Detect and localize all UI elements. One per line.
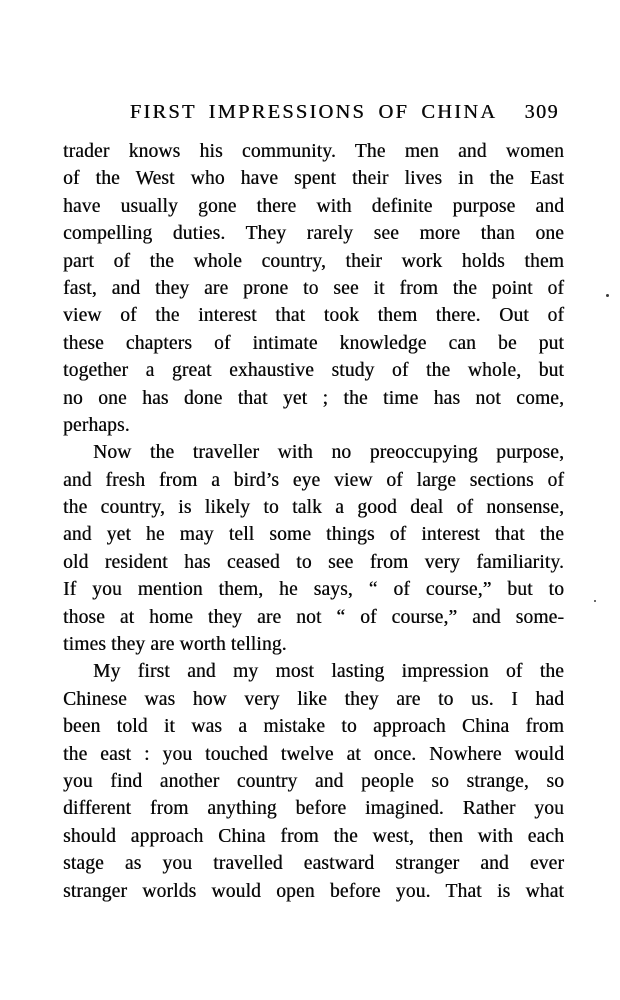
text-line: My first and my most lasting impression of the bbox=[93, 661, 564, 683]
text-line: fast, and they are prone to see it from the point of bbox=[63, 277, 564, 299]
scan-artifact bbox=[606, 294, 609, 297]
text-line: old resident has ceased to see from very familiarity. bbox=[63, 551, 564, 573]
text-line: together a great exhaustive study of the whole, but bbox=[63, 360, 564, 382]
text-line: trader knows his community. The men and women bbox=[63, 141, 564, 162]
page-number: 309 bbox=[524, 101, 559, 123]
text-line: Chinese was how very like they are to us. I had bbox=[63, 688, 564, 710]
text-line: these chapters of intimate knowledge can be put bbox=[63, 332, 564, 354]
text-line: different from anything before imagined. Rather you bbox=[63, 798, 564, 820]
text-line: and fresh from a bird’s eye view of large sections of bbox=[63, 469, 564, 491]
paragraph bbox=[63, 138, 564, 439]
text-line: those at home they are not “ of course,” and some- bbox=[63, 606, 564, 628]
text-line: the east : you touched twelve at once. Nowhere would bbox=[63, 743, 564, 765]
text-line: part of the whole country, their work holds them bbox=[63, 250, 564, 272]
page-body bbox=[63, 138, 564, 905]
text-line: the country, is likely to talk a good deal of nonsense, bbox=[63, 497, 564, 519]
text-line: perhaps. bbox=[63, 414, 130, 436]
text-line: stage as you travelled eastward stranger and ever bbox=[63, 853, 564, 875]
paragraph bbox=[63, 658, 564, 905]
text-line: no one has done that yet ; the time has not come, bbox=[63, 387, 564, 409]
text-line: compelling duties. They rarely see more than one bbox=[63, 223, 564, 245]
text-line: should approach China from the west, then with each bbox=[63, 825, 564, 847]
text-line: have usually gone there with definite purpose and bbox=[63, 195, 564, 217]
text-line: If you mention them, he says, “ of course,” but to bbox=[63, 579, 564, 601]
text-line: and yet he may tell some things of interest that the bbox=[63, 524, 564, 546]
text-line: stranger worlds would open before you. That is what bbox=[63, 880, 564, 902]
text-line: times they are worth telling. bbox=[63, 634, 287, 656]
scan-artifact bbox=[594, 600, 596, 602]
text-line: been told it was a mistake to approach China from bbox=[63, 716, 564, 738]
text-line: Now the traveller with no preoccupying purpose, bbox=[93, 442, 564, 464]
paragraph bbox=[63, 439, 564, 658]
running-header bbox=[63, 101, 564, 127]
text-line: of the West who have spent their lives in the East bbox=[63, 168, 564, 190]
running-header-title: FIRST IMPRESSIONS OF CHINA bbox=[129, 101, 498, 123]
text-line: view of the interest that took them there. Out of bbox=[63, 305, 564, 327]
text-line: you find another country and people so strange, so bbox=[63, 770, 564, 792]
